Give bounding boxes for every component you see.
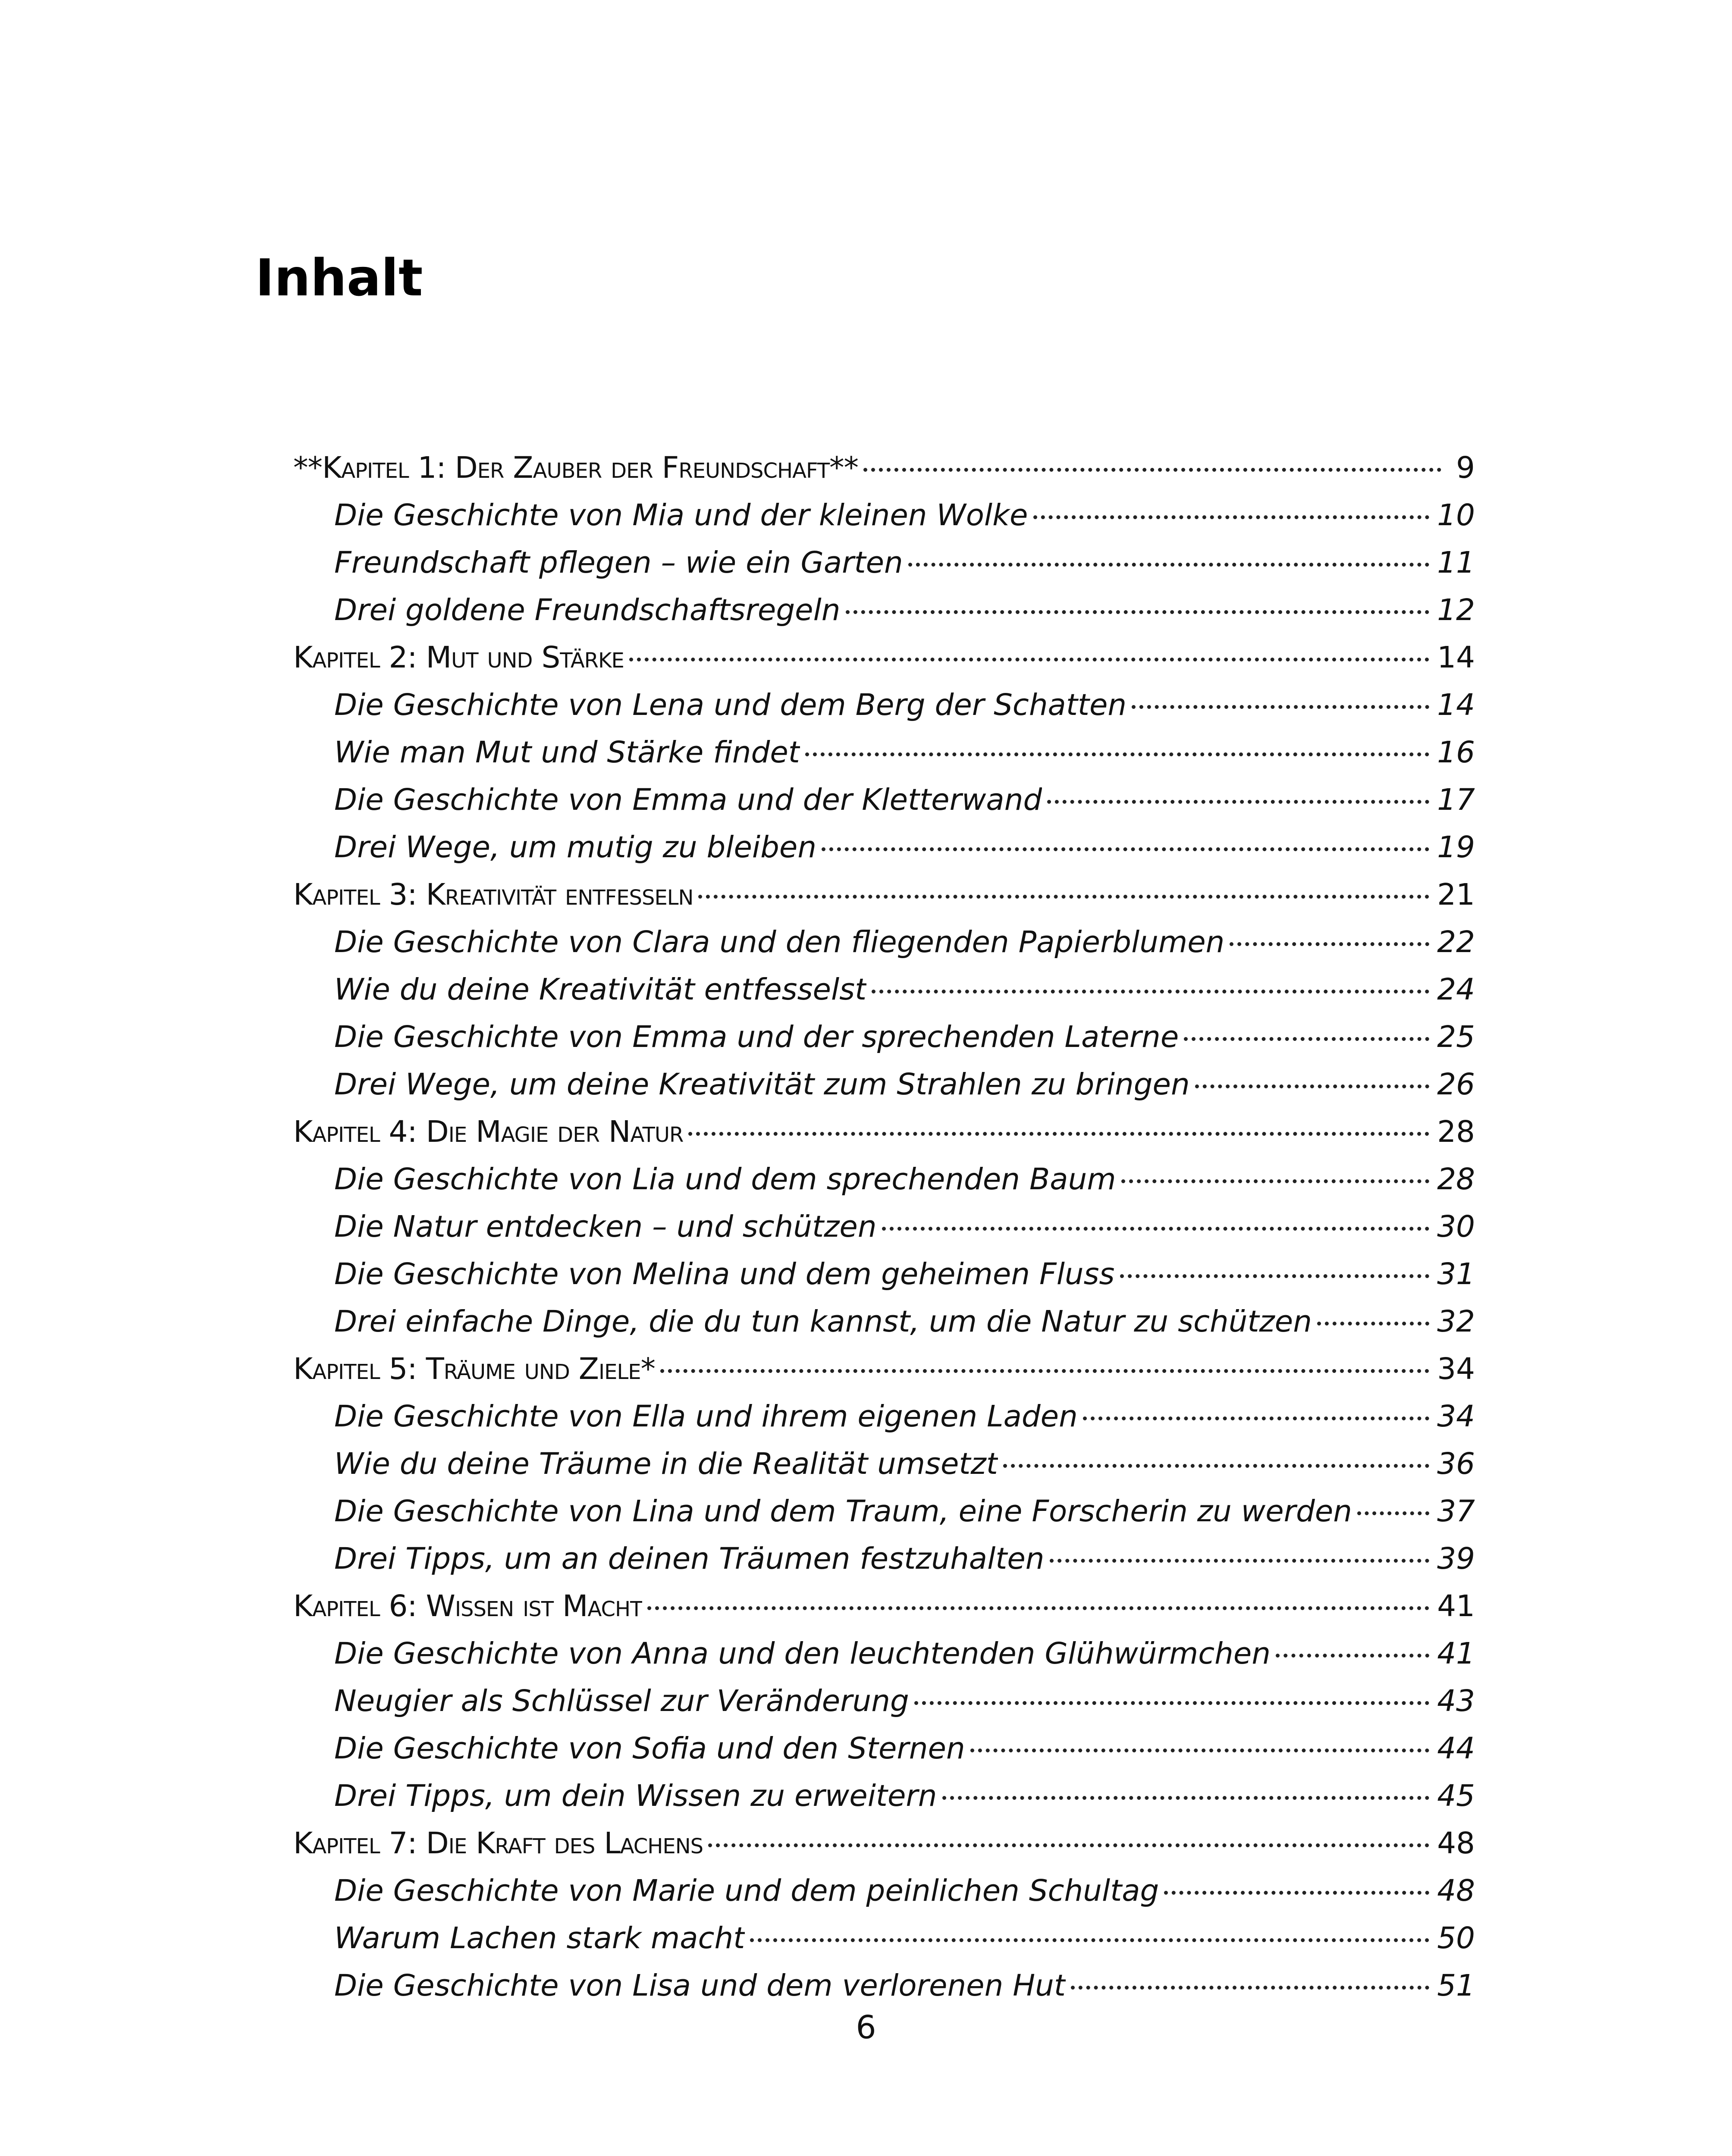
- toc-chapter-entry[interactable]: [293, 1820, 1475, 1867]
- dot-leader: [1071, 1986, 1429, 1990]
- dot-leader: [1120, 1274, 1430, 1278]
- toc-section-entry[interactable]: [293, 1393, 1475, 1440]
- dot-leader: [1121, 1179, 1430, 1183]
- toc-entry-page: 19: [1437, 830, 1475, 865]
- dot-leader: [1276, 1654, 1429, 1658]
- toc-entry-label: Die Geschichte von Lia und dem sprechenden Baum: [334, 1162, 1116, 1197]
- toc-entry-page: 48: [1437, 1826, 1475, 1861]
- toc-entry-page: 37: [1437, 1494, 1475, 1529]
- dot-leader: [1083, 1416, 1429, 1420]
- toc-entry-page: 43: [1437, 1684, 1475, 1718]
- toc-chapter-entry[interactable]: [293, 1345, 1475, 1393]
- toc-entry-label: Drei goldene Freundschaftsregeln: [334, 593, 841, 627]
- toc-entry-page: 50: [1437, 1921, 1475, 1955]
- toc-section-entry[interactable]: [293, 918, 1475, 966]
- toc-entry-label: Drei Wege, um mutig zu bleiben: [334, 830, 817, 865]
- toc-entry-page: 45: [1437, 1779, 1475, 1813]
- toc-section-entry[interactable]: [293, 824, 1475, 871]
- toc-entry-label: Warum Lachen stark macht: [334, 1921, 745, 1955]
- toc-section-entry[interactable]: [293, 1013, 1475, 1061]
- toc-entry-label: Drei Tipps, um dein Wissen zu erweitern: [334, 1779, 937, 1813]
- toc-entry-label: Die Geschichte von Anna und den leuchtenden Glühwürmchen: [334, 1636, 1271, 1671]
- toc-section-entry[interactable]: [293, 1725, 1475, 1772]
- toc-entry-label: Wie du deine Kreativität entfesselst: [334, 972, 867, 1007]
- toc-chapter-entry[interactable]: [293, 634, 1475, 681]
- toc-entry-label: Wie du deine Träume in die Realität umsetzt: [334, 1447, 998, 1481]
- toc-section-entry[interactable]: [293, 1772, 1475, 1820]
- toc-entry-label: Kapitel 4: Die Magie der Natur: [293, 1115, 684, 1149]
- toc-entry-page: 34: [1437, 1399, 1475, 1434]
- toc-entry-label: Neugier als Schlüssel zur Veränderung: [334, 1684, 909, 1718]
- toc-entry-page: 12: [1437, 593, 1475, 627]
- page-title: Inhalt: [255, 248, 423, 307]
- toc-entry-label: Die Geschichte von Clara und den fliegenden Papierblumen: [334, 925, 1225, 959]
- page-number: 6: [856, 2009, 876, 2046]
- toc-entry-label: Die Geschichte von Marie und dem peinlichen Schultag: [334, 1874, 1159, 1908]
- toc-section-entry[interactable]: [293, 1061, 1475, 1108]
- toc-entry-label: Kapitel 6: Wissen ist Macht: [293, 1589, 643, 1623]
- toc-entry-label: **Kapitel 1: Der Zauber der Freundschaft**: [293, 451, 859, 485]
- toc-entry-label: Drei Wege, um deine Kreativität zum Strahlen zu bringen: [334, 1067, 1190, 1102]
- toc-entry-label: Die Geschichte von Lena und dem Berg der Schatten: [334, 688, 1127, 722]
- dot-leader: [1033, 515, 1430, 519]
- toc-section-entry[interactable]: [293, 1677, 1475, 1725]
- toc-section-entry[interactable]: [293, 1962, 1475, 2009]
- toc-entry-label: Die Natur entdecken – und schützen: [334, 1210, 877, 1244]
- toc-chapter-entry[interactable]: [293, 1583, 1475, 1630]
- dot-leader: [1132, 705, 1429, 709]
- dot-leader: [1047, 800, 1429, 804]
- dot-leader: [750, 1938, 1429, 1942]
- toc-section-entry[interactable]: [293, 681, 1475, 729]
- dot-leader: [970, 1749, 1429, 1752]
- toc-entry-page: 41: [1437, 1589, 1475, 1623]
- toc-entry-page: 28: [1437, 1115, 1475, 1149]
- dot-leader: [882, 1227, 1430, 1231]
- toc-entry-page: 44: [1437, 1731, 1475, 1766]
- toc-section-entry[interactable]: [293, 966, 1475, 1013]
- toc-entry-page: 24: [1437, 972, 1475, 1007]
- toc-section-entry[interactable]: [293, 1535, 1475, 1583]
- dot-leader: [647, 1606, 1429, 1610]
- toc-entry-label: Freundschaft pflegen – wie ein Garten: [334, 545, 903, 580]
- dot-leader: [942, 1796, 1430, 1800]
- toc-entry-label: Kapitel 5: Träume und Ziele*: [293, 1352, 656, 1386]
- toc-entry-label: Die Geschichte von Emma und der Kletterwand: [334, 783, 1042, 817]
- dot-leader: [908, 563, 1429, 567]
- toc-entry-label: Die Geschichte von Sofia und den Sternen: [334, 1731, 965, 1766]
- toc-entry-page: 16: [1437, 735, 1475, 770]
- toc-section-entry[interactable]: [293, 1867, 1475, 1915]
- dot-leader: [1050, 1559, 1430, 1563]
- toc-entry-page: 48: [1437, 1874, 1475, 1908]
- dot-leader: [708, 1843, 1429, 1847]
- toc-entry-label: Die Geschichte von Lina und dem Traum, eine Forscherin zu werden: [334, 1494, 1352, 1529]
- toc-entry-page: 30: [1437, 1210, 1475, 1244]
- toc-entry-page: 9: [1456, 451, 1475, 485]
- toc-entry-label: Die Geschichte von Emma und der sprechenden Laterne: [334, 1020, 1179, 1054]
- toc-entry-page: 41: [1437, 1636, 1475, 1671]
- dot-leader: [1003, 1464, 1429, 1468]
- toc-entry-page: 25: [1437, 1020, 1475, 1054]
- toc-section-entry[interactable]: [293, 1156, 1475, 1203]
- dot-leader: [1230, 942, 1429, 946]
- toc-entry-page: 34: [1437, 1352, 1475, 1386]
- toc-section-entry[interactable]: [293, 1915, 1475, 1962]
- dot-leader: [698, 895, 1429, 899]
- toc-entry-label: Wie man Mut und Stärke findet: [334, 735, 800, 770]
- toc-chapter-entry[interactable]: [293, 871, 1475, 918]
- toc-section-entry[interactable]: [293, 1488, 1475, 1535]
- toc-entry-label: Die Geschichte von Lisa und dem verlorenen Hut: [334, 1968, 1066, 2003]
- toc-entry-page: 22: [1437, 925, 1475, 959]
- dot-leader: [863, 468, 1441, 472]
- dot-leader: [1195, 1084, 1429, 1088]
- toc-entry-page: 51: [1437, 1968, 1475, 2003]
- toc-section-entry[interactable]: [293, 1250, 1475, 1298]
- toc-entry-page: 17: [1437, 783, 1475, 817]
- toc-entry-page: 10: [1437, 498, 1475, 533]
- toc-section-entry[interactable]: [293, 1440, 1475, 1488]
- dot-leader: [1184, 1037, 1429, 1041]
- toc-chapter-entry[interactable]: [293, 444, 1475, 492]
- toc-section-entry[interactable]: [293, 1630, 1475, 1677]
- dot-leader: [846, 610, 1430, 614]
- toc-entry-label: Kapitel 3: Kreativität entfesseln: [293, 877, 693, 912]
- dot-leader: [660, 1369, 1429, 1373]
- toc-entry-page: 31: [1437, 1257, 1475, 1291]
- table-of-contents: [293, 444, 1475, 2009]
- toc-entry-label: Die Geschichte von Mia und der kleinen Wolke: [334, 498, 1028, 533]
- dot-leader: [629, 658, 1429, 661]
- dot-leader: [1317, 1322, 1429, 1326]
- dot-leader: [914, 1701, 1429, 1705]
- toc-section-entry[interactable]: [293, 729, 1475, 776]
- dot-leader: [822, 847, 1429, 851]
- toc-entry-page: 36: [1437, 1447, 1475, 1481]
- toc-entry-page: 28: [1437, 1162, 1475, 1197]
- toc-entry-page: 39: [1437, 1542, 1475, 1576]
- dot-leader: [1164, 1891, 1429, 1895]
- toc-chapter-entry[interactable]: [293, 1108, 1475, 1156]
- toc-section-entry[interactable]: [293, 776, 1475, 824]
- toc-entry-page: 21: [1437, 877, 1475, 912]
- toc-entry-label: Die Geschichte von Ella und ihrem eigenen Laden: [334, 1399, 1078, 1434]
- toc-entry-label: Drei Tipps, um an deinen Träumen festzuhalten: [334, 1542, 1045, 1576]
- toc-entry-label: Kapitel 2: Mut und Stärke: [293, 640, 624, 675]
- toc-entry-label: Kapitel 7: Die Kraft des Lachens: [293, 1826, 703, 1861]
- toc-section-entry[interactable]: [293, 586, 1475, 634]
- toc-entry-page: 14: [1437, 640, 1475, 675]
- dot-leader: [872, 990, 1429, 993]
- toc-section-entry[interactable]: [293, 1203, 1475, 1250]
- dot-leader: [805, 752, 1429, 756]
- toc-section-entry[interactable]: [293, 1298, 1475, 1345]
- toc-entry-label: Drei einfache Dinge, die du tun kannst, um die Natur zu schützen: [334, 1304, 1312, 1339]
- toc-entry-page: 26: [1437, 1067, 1475, 1102]
- toc-entry-page: 14: [1437, 688, 1475, 722]
- toc-entry-page: 11: [1437, 545, 1475, 580]
- toc-entry-label: Die Geschichte von Melina und dem geheimen Fluss: [334, 1257, 1115, 1291]
- dot-leader: [688, 1132, 1429, 1136]
- toc-section-entry[interactable]: [293, 539, 1475, 586]
- toc-entry-page: 32: [1437, 1304, 1475, 1339]
- toc-section-entry[interactable]: [293, 492, 1475, 539]
- dot-leader: [1357, 1511, 1429, 1515]
